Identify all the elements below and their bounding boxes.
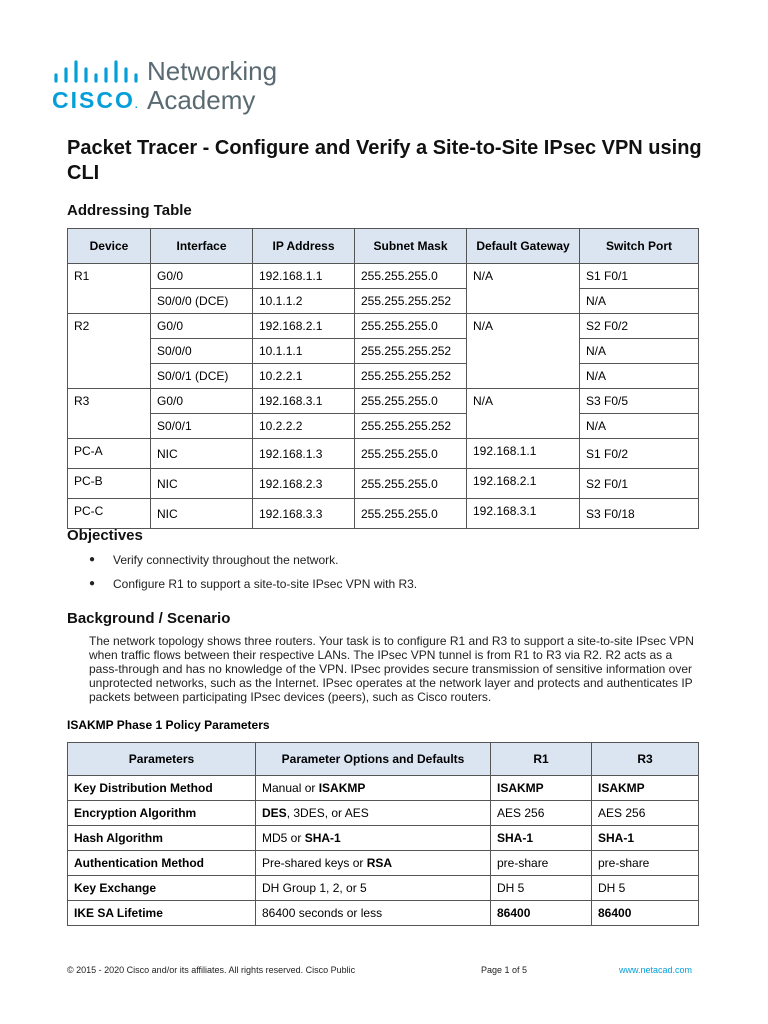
cell-interface: NIC — [151, 469, 253, 499]
cell-subnet-mask: 255.255.255.252 — [355, 339, 467, 364]
cell-options — [256, 776, 491, 801]
cell-interface: NIC — [151, 499, 253, 529]
cell-default-gateway: N/A — [467, 389, 580, 439]
option-text: Pre-shared keys or — [262, 856, 367, 870]
cell-default-gateway: N/A — [467, 264, 580, 314]
option-text: SHA-1 — [304, 831, 341, 845]
cell-parameter: Authentication Method — [68, 851, 256, 876]
cell-switch-port: N/A — [580, 414, 699, 439]
background-heading: Background / Scenario — [67, 610, 231, 627]
cell-interface: S0/0/1 (DCE) — [151, 364, 253, 389]
option-text: , 3DES, or AES — [286, 806, 369, 820]
logo-academy-text: Academy — [147, 85, 256, 115]
table-row — [68, 439, 699, 469]
cell-ip-address: 192.168.1.3 — [253, 439, 355, 469]
cell-device: PC-B — [68, 469, 151, 499]
cell-ip-address: 192.168.3.1 — [253, 389, 355, 414]
cell-subnet-mask: 255.255.255.252 — [355, 364, 467, 389]
col-header-ip-address: IP Address — [253, 229, 355, 264]
footer-url-link[interactable]: www.netacad.com — [619, 965, 693, 975]
cell-options — [256, 876, 491, 901]
objectives-heading: Objectives — [67, 527, 143, 544]
cell-subnet-mask: 255.255.255.0 — [355, 439, 467, 469]
cell-r1-value: 86400 — [491, 901, 592, 926]
addressing-table-header-row — [68, 229, 699, 264]
cell-parameter: Hash Algorithm — [68, 826, 256, 851]
cell-device: R3 — [68, 389, 151, 439]
cell-ip-address: 192.168.2.1 — [253, 314, 355, 339]
col-header-device: Device — [68, 229, 151, 264]
cell-r3-value: 86400 — [592, 901, 699, 926]
addressing-table-heading: Addressing Table — [67, 202, 192, 219]
cell-interface: S0/0/0 — [151, 339, 253, 364]
col-header-switch-port: Switch Port — [580, 229, 699, 264]
bullet-icon: ● — [89, 578, 96, 589]
option-text: DH Group 1, 2, or 5 — [262, 881, 367, 895]
table-row — [68, 469, 699, 499]
cell-default-gateway: 192.168.3.1 — [467, 499, 580, 529]
bullet-icon: ● — [89, 554, 96, 565]
table-row — [68, 876, 699, 901]
cell-switch-port: S2 F0/2 — [580, 314, 699, 339]
cell-device: PC-C — [68, 499, 151, 529]
logo-networking-text: Networking — [147, 56, 278, 86]
cell-r1-value: AES 256 — [491, 801, 592, 826]
cell-device: R1 — [68, 264, 151, 314]
cell-r3-value: ISAKMP — [592, 776, 699, 801]
cell-subnet-mask: 255.255.255.252 — [355, 289, 467, 314]
cell-ip-address: 10.1.1.2 — [253, 289, 355, 314]
cell-subnet-mask: 255.255.255.0 — [355, 469, 467, 499]
cisco-bars-icon — [54, 60, 142, 86]
option-text: ISAKMP — [318, 781, 366, 795]
table-row — [68, 801, 699, 826]
cell-switch-port: N/A — [580, 364, 699, 389]
cell-options — [256, 826, 491, 851]
cell-interface: G0/0 — [151, 314, 253, 339]
table-row — [68, 389, 699, 414]
cell-subnet-mask: 255.255.255.0 — [355, 264, 467, 289]
table-row — [68, 314, 699, 339]
cell-ip-address: 10.2.2.1 — [253, 364, 355, 389]
isakmp-table — [67, 742, 699, 926]
table-row — [68, 364, 699, 389]
cell-subnet-mask: 255.255.255.0 — [355, 314, 467, 339]
addressing-table — [67, 228, 699, 529]
cell-options — [256, 801, 491, 826]
table-row — [68, 901, 699, 926]
table-row — [68, 414, 699, 439]
table-row — [68, 826, 699, 851]
col-header-r1: R1 — [491, 743, 592, 776]
isakmp-table-caption: ISAKMP Phase 1 Policy Parameters — [67, 718, 270, 732]
cell-subnet-mask: 255.255.255.0 — [355, 499, 467, 529]
list-item: ● Configure R1 to support a site-to-site IPsec VPN with R3. — [67, 572, 417, 596]
cell-r3-value: SHA-1 — [592, 826, 699, 851]
table-row — [68, 851, 699, 876]
cell-interface: NIC — [151, 439, 253, 469]
cell-default-gateway: 192.168.1.1 — [467, 439, 580, 469]
cell-interface: S0/0/1 — [151, 414, 253, 439]
cell-switch-port: S1 F0/2 — [580, 439, 699, 469]
col-header-subnet-mask: Subnet Mask — [355, 229, 467, 264]
option-text: 86400 seconds or less — [262, 906, 383, 920]
cell-switch-port: S1 F0/1 — [580, 264, 699, 289]
cell-switch-port: S3 F0/18 — [580, 499, 699, 529]
cell-r1-value: DH 5 — [491, 876, 592, 901]
cell-default-gateway: 192.168.2.1 — [467, 469, 580, 499]
col-header-options: Parameter Options and Defaults — [256, 743, 491, 776]
cell-parameter: Encryption Algorithm — [68, 801, 256, 826]
cell-ip-address: 192.168.3.3 — [253, 499, 355, 529]
col-header-r3: R3 — [592, 743, 699, 776]
cell-r3-value: AES 256 — [592, 801, 699, 826]
cell-subnet-mask: 255.255.255.252 — [355, 414, 467, 439]
cell-interface: S0/0/0 (DCE) — [151, 289, 253, 314]
cell-subnet-mask: 255.255.255.0 — [355, 389, 467, 414]
cell-interface: G0/0 — [151, 264, 253, 289]
isakmp-table-header-row — [68, 743, 699, 776]
table-row — [68, 264, 699, 289]
footer-page-number: Page 1 of 5 — [481, 965, 528, 975]
cell-default-gateway: N/A — [467, 314, 580, 389]
cell-interface: G0/0 — [151, 389, 253, 414]
cell-device: R2 — [68, 314, 151, 389]
cell-switch-port: N/A — [580, 289, 699, 314]
col-header-default-gateway: Default Gateway — [467, 229, 580, 264]
cell-r1-value: ISAKMP — [491, 776, 592, 801]
cell-device: PC-A — [68, 439, 151, 469]
table-row — [68, 776, 699, 801]
table-row — [68, 499, 699, 529]
table-row — [68, 289, 699, 314]
col-header-interface: Interface — [151, 229, 253, 264]
cell-ip-address: 10.2.2.2 — [253, 414, 355, 439]
cell-options — [256, 851, 491, 876]
footer-copyright: © 2015 - 2020 Cisco and/or its affiliates. All rights reserved. Cisco Public — [67, 965, 356, 975]
option-text: DES — [262, 806, 287, 820]
cisco-wordmark: CISCO. — [52, 87, 140, 113]
cell-switch-port: S3 F0/5 — [580, 389, 699, 414]
cell-ip-address: 192.168.1.1 — [253, 264, 355, 289]
cell-r3-value: pre-share — [592, 851, 699, 876]
cell-ip-address: 10.1.1.1 — [253, 339, 355, 364]
cell-switch-port: S2 F0/1 — [580, 469, 699, 499]
option-text: RSA — [366, 856, 393, 870]
table-row — [68, 339, 699, 364]
option-text: Manual or — [262, 781, 319, 795]
cell-parameter: Key Exchange — [68, 876, 256, 901]
cell-r3-value: DH 5 — [592, 876, 699, 901]
cell-ip-address: 192.168.2.3 — [253, 469, 355, 499]
page-title: Packet Tracer - Configure and Verify a Site-to-Site IPsec VPN using CLI — [67, 137, 702, 184]
cisco-networking-academy-logo — [52, 58, 312, 118]
cell-parameter: Key Distribution Method — [68, 776, 256, 801]
cell-switch-port: N/A — [580, 339, 699, 364]
cell-parameter: IKE SA Lifetime — [68, 901, 256, 926]
objectives-list — [67, 548, 417, 596]
background-paragraph: The network topology shows three routers. Your task is to configure R1 and R3 to support a site-to-site IPsec VPN when traffic flows between their respective LANs. The IPsec VPN tunnel is from R1 to R3 via R2. R2 acts as a pass-through and has no knowledge of the VPN. IPsec provides secure transmission of sensitive information over unprotected networks, such as the Internet. IPsec operates at the network layer and protects and authenticates IP packets between participating IPsec devices (peers), such as Cisco routers. — [89, 634, 694, 704]
list-item: ● Verify connectivity throughout the network. — [67, 548, 417, 572]
cell-options — [256, 901, 491, 926]
col-header-parameters: Parameters — [68, 743, 256, 776]
option-text: MD5 or — [262, 831, 305, 845]
cell-r1-value: SHA-1 — [491, 826, 592, 851]
cell-r1-value: pre-share — [491, 851, 592, 876]
